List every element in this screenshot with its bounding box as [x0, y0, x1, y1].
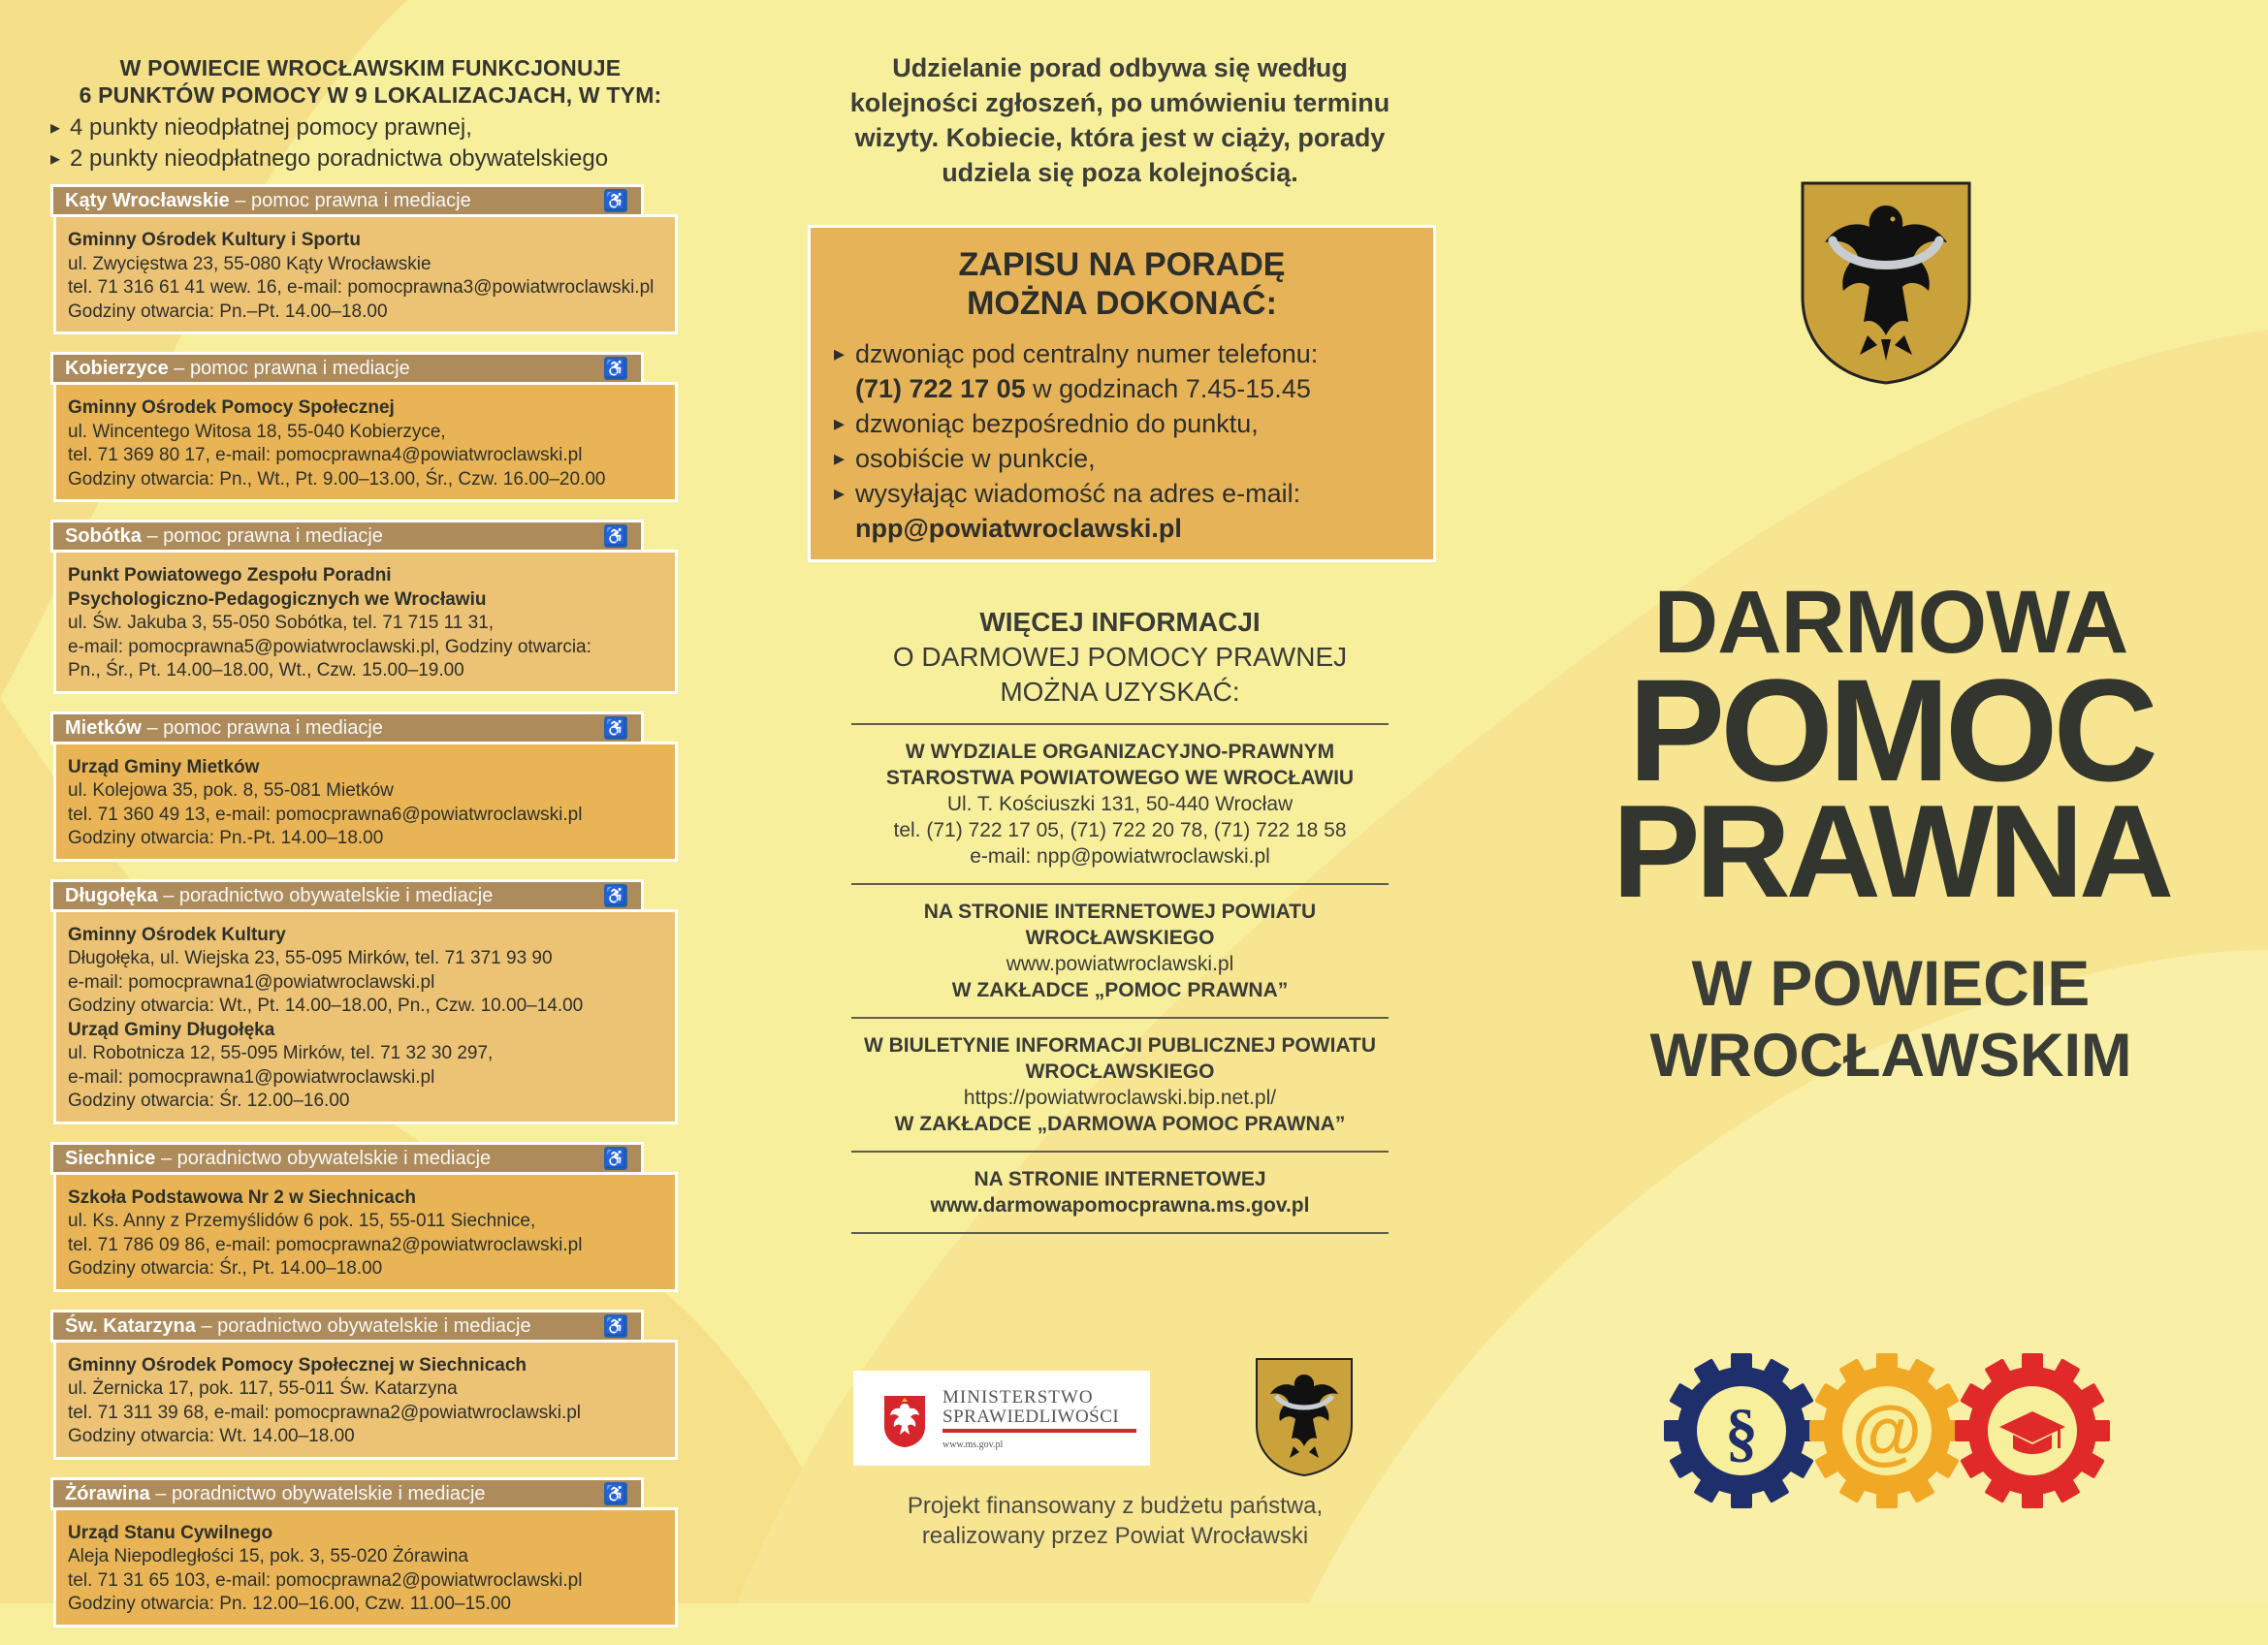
- location-type: – pomoc prawna i mediacje: [146, 525, 383, 547]
- location-detail-line: tel. 71 786 09 86, e-mail: pomocprawna2@powiatwroclawski.pl: [68, 1234, 583, 1255]
- office-line: W WYDZIALE ORGANIZACYJNO-PRAWNYM: [905, 741, 1335, 763]
- location-card: [50, 1310, 681, 1460]
- location-detail-line: ul. Robotnicza 12, 55-095 Mirków, tel. 71 32 30 297,: [68, 1043, 494, 1063]
- signup-phone-line: [834, 371, 1410, 406]
- county-crest-icon: [1800, 180, 1972, 386]
- intro-item: ▸ 2 punkty nieodpłatnego poradnictwa obywatelskiego: [50, 143, 690, 174]
- location-detail-line: ul. Św. Jakuba 3, 55-050 Sobótka, tel. 71 715 11 31,: [68, 613, 495, 633]
- location-detail-line: tel. 71 31 65 103, e-mail: pomocprawna2@powiatwroclawski.pl: [68, 1569, 583, 1591]
- queue-info-line: udziela się poza kolejnością.: [942, 158, 1298, 187]
- at-symbol: @: [1851, 1391, 1923, 1471]
- office-phones: tel. (71) 722 17 05, (71) 722 20 78, (71) 722 18 58: [893, 819, 1347, 841]
- location-name: Kobierzyce: [65, 358, 169, 379]
- location-header: [50, 184, 644, 217]
- wheelchair-accessible-icon: ♿: [604, 1483, 627, 1503]
- location-institution: Urząd Stanu Cywilnego: [68, 1522, 273, 1543]
- location-header: [50, 352, 644, 385]
- location-detail-line: Pn., Śr., Pt. 14.00–18.00, Wt., Czw. 15.00–19.00: [68, 660, 464, 680]
- intro-list: [50, 112, 690, 174]
- location-card: [50, 184, 681, 334]
- ministry-red-line: [942, 1429, 1136, 1433]
- main-title-word3: PRAWNA: [1612, 777, 2170, 925]
- divider: [851, 1017, 1389, 1019]
- queue-info-line: wizyty. Kobiecie, która jest w ciąży, porady: [854, 123, 1386, 152]
- location-name: Św. Katarzyna: [65, 1314, 196, 1337]
- location-details: [53, 550, 678, 694]
- wheelchair-accessible-icon: ♿: [604, 1315, 627, 1336]
- main-subtitle-line1: W POWIECIE: [1691, 947, 2091, 1019]
- signup-title-line2: MOŻNA DOKONAĆ:: [967, 285, 1277, 322]
- location-detail-line: Długołęka, ul. Wiejska 23, 55-095 Mirków, tel. 71 371 93 90: [68, 948, 553, 968]
- location-institution: Gminny Ośrodek Kultury i Sportu: [68, 230, 361, 250]
- location-header: [50, 879, 644, 912]
- location-detail-line: e-mail: pomocprawna1@powiatwroclawski.pl: [68, 1066, 435, 1088]
- location-details: [53, 1172, 678, 1292]
- intro-item: ▸ 4 punkty nieodpłatnej pomocy prawnej,: [50, 112, 690, 143]
- at-gear-icon: [1809, 1353, 1965, 1508]
- location-card: [50, 712, 681, 862]
- location-header: [50, 1477, 644, 1510]
- location-details: [53, 742, 678, 862]
- location-detail-line: ul. Kolejowa 35, pok. 8, 55-081 Mietków: [68, 780, 394, 801]
- ministry-logo: [853, 1371, 1150, 1466]
- signup-item-email: ▸ wysyłając wiadomość na adres e-mail:: [834, 476, 1410, 511]
- location-detail-line: Godziny otwarcia: Wt. 14.00–18.00: [68, 1426, 355, 1446]
- location-detail-line: ul. Wincentego Witosa 18, 55-040 Kobierzyce,: [68, 421, 446, 442]
- location-header: [50, 1142, 644, 1175]
- more-info-section: [834, 605, 1406, 1248]
- location-detail-line: Godziny otwarcia: Pn., Wt., Pt. 9.00–13.00, Śr., Czw. 16.00–20.00: [68, 468, 606, 490]
- intro-title-line2: 6 PUNKTÓW POMOCY W 9 LOKALIZACJACH, W TYM:: [79, 82, 662, 108]
- location-details: [53, 382, 678, 502]
- location-institution: Urząd Gminy Długołęka: [68, 1019, 275, 1040]
- info-block-office: [834, 739, 1406, 870]
- location-type: – poradnictwo obywatelskie i mediacje: [155, 1482, 486, 1504]
- more-info-title: WIĘCEJ INFORMACJI: [979, 607, 1261, 637]
- location-details: [53, 1507, 678, 1628]
- phone-hours: w godzinach 7.45-15.45: [1025, 374, 1311, 403]
- county-crest-small-icon: [1255, 1357, 1354, 1477]
- location-card: [50, 1477, 681, 1628]
- main-subtitle: [1571, 946, 2211, 1091]
- wheelchair-accessible-icon: ♿: [604, 717, 627, 738]
- ministry-site-link[interactable]: www.darmowapomocprawna.ms.gov.pl: [930, 1194, 1310, 1217]
- website-line: NA STRONIE INTERNETOWEJ POWIATU: [923, 901, 1317, 923]
- funding-note-line: Projekt finansowany z budżetu państwa,: [907, 1493, 1324, 1519]
- wheelchair-accessible-icon: ♿: [604, 359, 627, 378]
- ministry-line2: SPRAWIEDLIWOŚCI: [942, 1407, 1120, 1427]
- location-detail-line: Godziny otwarcia: Pn. 12.00–16.00, Czw. 11.00–15.00: [68, 1594, 512, 1614]
- signup-email-link[interactable]: npp@powiatwroclawski.pl: [855, 514, 1182, 543]
- location-institution: Psychologiczno-Pedagogicznych we Wrocławiu: [68, 588, 487, 610]
- section-gear-icon: [1664, 1353, 1819, 1508]
- location-card: [50, 879, 681, 1124]
- section-symbol: §: [1725, 1395, 1758, 1469]
- location-institution: Gminny Ośrodek Kultury: [68, 924, 286, 945]
- signup-item-phone: ▸ dzwoniąc pod centralny numer telefonu:: [834, 336, 1410, 371]
- queue-info-line: Udzielanie porad odbywa się według: [892, 53, 1348, 82]
- location-detail-line: Godziny otwarcia: Śr. 12.00–16.00: [68, 1091, 350, 1111]
- funding-note-line: realizowany przez Powiat Wrocławski: [921, 1523, 1309, 1549]
- location-name: Siechnice: [65, 1147, 156, 1169]
- website-line: WROCŁAWSKIEGO: [1025, 927, 1215, 949]
- ministry-line1: MINISTERSTWO: [942, 1387, 1094, 1408]
- location-details: [53, 909, 678, 1124]
- location-detail-line: tel. 71 316 61 41 wew. 16, e-mail: pomocprawna3@powiatwroclawski.pl: [68, 277, 655, 298]
- main-subtitle-line2: WROCŁAWSKIM: [1649, 1022, 2132, 1090]
- location-details: [53, 214, 678, 334]
- more-info-subtitle: O DARMOWEJ POMOCY PRAWNEJ: [892, 642, 1348, 672]
- location-type: – pomoc prawna i mediacje: [235, 190, 471, 211]
- location-card: [50, 1142, 681, 1292]
- wheelchair-accessible-icon: ♿: [604, 1148, 627, 1168]
- location-detail-line: ul. Ks. Anny z Przemyślidów 6 pok. 15, 55-011 Siechnice,: [68, 1211, 536, 1231]
- signup-email-line: [834, 511, 1410, 546]
- location-name: Żórawina: [65, 1482, 150, 1504]
- info-block-website: [834, 899, 1406, 1003]
- mortarboard-gear-icon: [1955, 1353, 2110, 1508]
- ministry-site-line: NA STRONIE INTERNETOWEJ: [974, 1168, 1266, 1190]
- main-title: [1571, 573, 2211, 925]
- location-details: [53, 1340, 678, 1460]
- signup-item-direct: ▸ dzwoniąc bezpośrednio do punktu,: [834, 406, 1410, 441]
- location-institution: Urząd Gminy Mietków: [68, 756, 260, 777]
- location-detail-line: ul. Zwycięstwa 23, 55-080 Kąty Wrocławskie: [68, 253, 431, 274]
- location-detail-line: Godziny otwarcia: Śr., Pt. 14.00–18.00: [68, 1258, 383, 1279]
- signup-list: [834, 336, 1410, 546]
- location-header: [50, 1310, 644, 1343]
- main-title-word2: POMOC: [1628, 649, 2154, 811]
- bip-line: W BIULETYNIE INFORMACJI PUBLICZNEJ POWIATU: [863, 1034, 1377, 1057]
- queue-info-line: kolejności zgłoszeń, po umówieniu terminu: [849, 88, 1390, 117]
- central-phone-number[interactable]: (71) 722 17 05: [855, 374, 1026, 403]
- info-block-bip: [834, 1032, 1406, 1137]
- office-line: STAROSTWA POWIATOWEGO WE WROCŁAWIU: [885, 767, 1355, 789]
- intro-title-line1: W POWIECIE WROCŁAWSKIM FUNKCJONUJE: [119, 55, 622, 80]
- location-name: Kąty Wrocławskie: [65, 190, 230, 211]
- gears-logo: [1664, 1353, 2110, 1508]
- signup-box: [808, 225, 1436, 562]
- location-detail-line: Godziny otwarcia: Pn.-Pt. 14.00–18.00: [68, 828, 384, 848]
- location-type: – poradnictwo obywatelskie i mediacje: [160, 1147, 492, 1169]
- location-institution: Szkoła Podstawowa Nr 2 w Siechnicach: [68, 1186, 417, 1208]
- location-institution: Gminny Ośrodek Pomocy Społecznej: [68, 397, 395, 418]
- website-tab-note: W ZAKŁADCE „POMOC PRAWNA”: [951, 979, 1289, 1001]
- location-name: Długołęka: [65, 884, 158, 906]
- office-address: Ul. T. Kościuszki 131, 50-440 Wrocław: [946, 793, 1294, 815]
- location-card: [50, 352, 681, 502]
- wheelchair-accessible-icon: ♿: [604, 885, 627, 905]
- signup-title-line1: ZAPISU NA PORADĘ: [958, 246, 1286, 283]
- divider: [851, 1232, 1389, 1234]
- location-header: [50, 520, 644, 553]
- divider: [851, 883, 1389, 885]
- location-detail-line: tel. 71 369 80 17, e-mail: pomocprawna4@powiatwroclawski.pl: [68, 445, 583, 465]
- more-info-subtitle: MOŻNA UZYSKAĆ:: [1000, 677, 1240, 707]
- location-institution: Punkt Powiatowego Zespołu Poradni: [68, 565, 392, 585]
- location-detail-line: e-mail: pomocprawna1@powiatwroclawski.pl: [68, 971, 435, 993]
- wheelchair-accessible-icon: ♿: [604, 191, 627, 210]
- location-detail-line: Godziny otwarcia: Pn.–Pt. 14.00–18.00: [68, 301, 388, 322]
- bip-line: WROCŁAWSKIEGO: [1025, 1060, 1215, 1083]
- funding-note: [824, 1491, 1406, 1551]
- location-type: – poradnictwo obywatelskie i mediacje: [201, 1314, 531, 1337]
- location-name: Mietków: [65, 716, 142, 739]
- location-detail-line: ul. Żernicka 17, pok. 117, 55-011 Św. Katarzyna: [68, 1378, 458, 1399]
- divider: [851, 1151, 1389, 1153]
- location-detail-line: tel. 71 311 39 68, e-mail: pomocprawna2@powiatwroclawski.pl: [68, 1402, 582, 1423]
- ministry-url: www.ms.gov.pl: [942, 1439, 1004, 1450]
- location-name: Sobótka: [65, 525, 142, 547]
- location-institution: Gminny Ośrodek Pomocy Społecznej w Siechnicach: [68, 1354, 527, 1376]
- locations-list: [50, 184, 681, 1645]
- wheelchair-accessible-icon: ♿: [604, 526, 627, 546]
- location-type: – pomoc prawna i mediacje: [146, 716, 383, 739]
- location-type: – poradnictwo obywatelskie i mediacje: [163, 884, 494, 906]
- office-email[interactable]: e-mail: npp@powiatwroclawski.pl: [970, 845, 1270, 868]
- location-detail-line: e-mail: pomocprawna5@powiatwroclawski.pl, Godziny otwarcia:: [68, 636, 591, 657]
- bip-link[interactable]: https://powiatwroclawski.bip.net.pl/: [963, 1087, 1277, 1109]
- location-header: [50, 712, 644, 744]
- signup-item-in-person: ▸ osobiście w punkcie,: [834, 441, 1410, 476]
- location-card: [50, 520, 681, 694]
- queue-info: [805, 50, 1435, 190]
- divider: [851, 723, 1389, 725]
- bip-tab-note: W ZAKŁADCE „DARMOWA POMOC PRAWNA”: [894, 1113, 1346, 1135]
- website-link[interactable]: www.powiatwroclawski.pl: [1006, 953, 1234, 975]
- location-type: – pomoc prawna i mediacje: [174, 358, 410, 379]
- location-detail-line: Aleja Niepodległości 15, pok. 3, 55-020 Żórawina: [68, 1546, 468, 1566]
- location-detail-line: tel. 71 360 49 13, e-mail: pomocprawna6@powiatwroclawski.pl: [68, 804, 583, 825]
- info-block-ministry-site: [834, 1166, 1406, 1218]
- main-title-word1: DARMOWA: [1653, 573, 2128, 672]
- location-detail-line: Godziny otwarcia: Wt., Pt. 14.00–18.00, Pn., Czw. 10.00–14.00: [68, 996, 584, 1016]
- polish-eagle-icon: [882, 1394, 927, 1448]
- intro-section: [50, 54, 690, 174]
- ministry-wordmark: [942, 1388, 1119, 1454]
